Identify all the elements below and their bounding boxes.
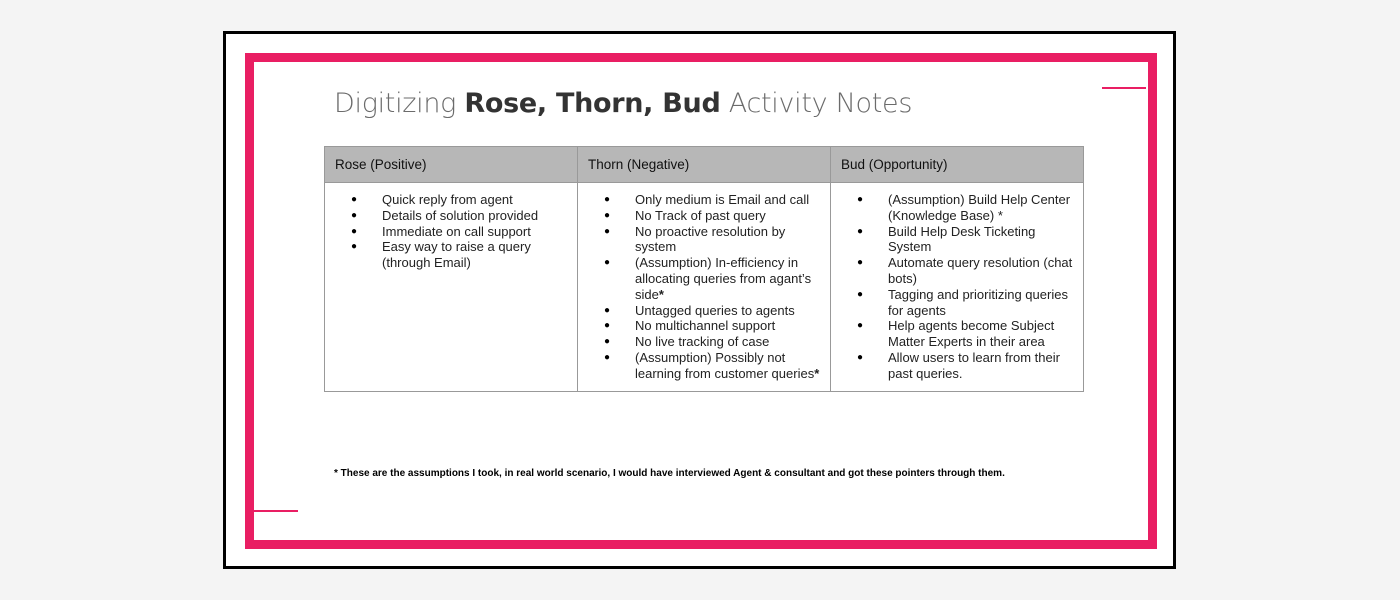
list-item: ● Immediate on call support	[325, 224, 569, 240]
rose-thorn-bud-table	[324, 146, 1084, 392]
list-item: ● Allow users to learn from their past queries.	[831, 350, 1075, 382]
decorative-line-bottom-left	[254, 510, 298, 512]
list-item: ● (Assumption) In-efficiency in allocating queries from agant’s side*	[578, 255, 822, 302]
title-suffix: Activity Notes	[728, 88, 913, 119]
list-item: ● Help agents become Subject Matter Experts in their area	[831, 318, 1075, 350]
list-item: ● Untagged queries to agents	[578, 303, 822, 319]
list-item: ● No proactive resolution by system	[578, 224, 822, 256]
title-prefix: Digitizing	[334, 88, 457, 119]
list-item: ● Easy way to raise a query (through Email)	[325, 239, 569, 271]
decorative-line-top-right	[1102, 87, 1146, 89]
thorn-cell	[578, 183, 831, 392]
bud-list	[831, 192, 1075, 382]
list-item: ● Build Help Desk Ticketing System	[831, 224, 1075, 256]
rose-cell	[325, 183, 578, 392]
rose-list	[325, 192, 569, 271]
list-item: ● Automate query resolution (chat bots)	[831, 255, 1075, 287]
table-header-row	[325, 147, 1084, 183]
list-item: ● Quick reply from agent	[325, 192, 569, 208]
list-item: ● (Assumption) Build Help Center (Knowledge Base) *	[831, 192, 1075, 224]
list-item: ● Tagging and prioritizing queries for agents	[831, 287, 1075, 319]
thorn-list	[578, 192, 822, 382]
header-thorn: Thorn (Negative)	[578, 147, 831, 183]
list-item: ● (Assumption) Possibly not learning from customer queries*	[578, 350, 822, 382]
list-item: ● Details of solution provided	[325, 208, 569, 224]
title-bold: Rose, Thorn, Bud	[464, 88, 721, 119]
list-item: ● No multichannel support	[578, 318, 822, 334]
header-bud: Bud (Opportunity)	[831, 147, 1084, 183]
list-item: ● Only medium is Email and call	[578, 192, 822, 208]
bud-cell	[831, 183, 1084, 392]
slide-title	[334, 88, 912, 119]
assumptions-footnote: * These are the assumptions I took, in real world scenario, I would have interviewed Agent & consultant and got these pointers through them.	[334, 468, 1005, 479]
list-item: ● No Track of past query	[578, 208, 822, 224]
table-body-row	[325, 183, 1084, 392]
header-rose: Rose (Positive)	[325, 147, 578, 183]
list-item: ● No live tracking of case	[578, 334, 822, 350]
